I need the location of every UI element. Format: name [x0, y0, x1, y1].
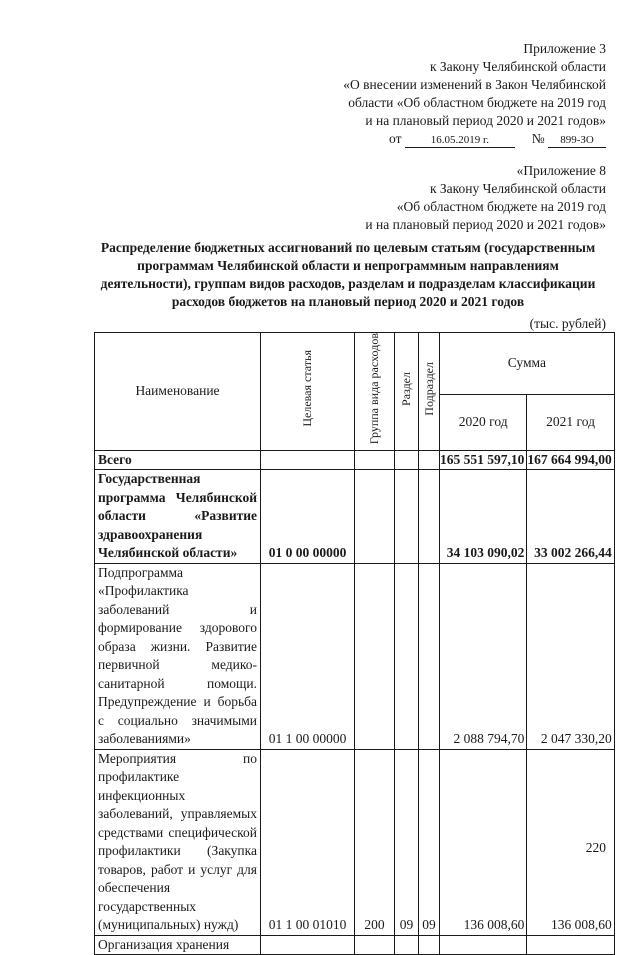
row-2021: 2 047 330,20: [527, 563, 614, 749]
header-line: и на плановый период 2020 и 2021 годов»: [365, 113, 606, 128]
row-code: [261, 450, 355, 470]
row-name: Государственная программа Челябинской области «Развитие здравоохранения Челябинской области»: [95, 470, 261, 564]
row-section: 09: [395, 749, 419, 935]
row-subsection: 09: [419, 749, 440, 935]
table-row: [95, 749, 615, 935]
row-group: [355, 450, 395, 470]
header-line: области «Об областном бюджете на 2019 год: [348, 95, 606, 110]
row-group: [355, 470, 395, 564]
row-section: [395, 935, 419, 955]
row-group: 200: [355, 749, 395, 935]
table-row: [95, 450, 615, 470]
header-section-text: Раздел: [399, 371, 413, 406]
table-row: [95, 470, 615, 564]
row-section: [395, 563, 419, 749]
law-date-number: [343, 130, 606, 148]
row-code: 01 1 00 00000: [261, 563, 355, 749]
row-group: [355, 563, 395, 749]
row-2021: 33 002 266,44: [527, 470, 614, 564]
row-2021: [527, 935, 614, 955]
row-group: [355, 935, 395, 955]
row-section: [395, 470, 419, 564]
page-number: 220: [585, 840, 606, 855]
row-2021: 167 664 994,00: [527, 450, 614, 470]
row-name: Организация хранения: [95, 935, 261, 955]
row-name: Подпрограмма «Профилактика заболеваний и формирование здорового образа жизни. Развитие первичной медико-санитарной помощи. Предупреждение и борьба с социально значимыми заболеваниями»: [95, 563, 261, 749]
row-code: [261, 935, 355, 955]
header-target: [261, 333, 355, 451]
law-number: 899-ЗО: [548, 133, 606, 148]
row-code: 01 0 00 00000: [261, 470, 355, 564]
from-label: от: [389, 131, 402, 146]
header-line: Приложение 3: [523, 41, 606, 56]
row-name: Мероприятия по профилактике инфекционных заболеваний, управляемых средствами специфической профилактики (Закупка товаров, работ и услуг для обеспечения государственных (муниципальных) нужд): [95, 749, 261, 935]
table-row: [95, 563, 615, 749]
header-subsection: [419, 333, 440, 451]
row-subsection: [419, 470, 440, 564]
header2-line: и на плановый период 2020 и 2021 годов»: [365, 217, 606, 232]
table-row: [95, 935, 615, 955]
row-2021: 136 008,60: [527, 749, 614, 935]
row-2020: 136 008,60: [440, 749, 527, 935]
row-code: 01 1 00 01010: [261, 749, 355, 935]
header-2020: 2020 год: [440, 394, 527, 450]
row-name: Всего: [95, 450, 261, 470]
appendix-header: [343, 40, 606, 148]
header-group: [355, 333, 395, 451]
header-sum: Сумма: [440, 333, 615, 395]
row-2020: 2 088 794,70: [440, 563, 527, 749]
header-group-text: Группа вида расходов: [367, 333, 381, 445]
header-section: [395, 333, 419, 451]
header-2021: 2021 год: [527, 394, 614, 450]
row-subsection: [419, 450, 440, 470]
header-line: «О внесении изменений в Закон Челябинской: [343, 77, 606, 92]
header2-line: «Об областном бюджете на 2019 год: [396, 199, 606, 214]
header-subsection-text: Подраздел: [421, 361, 436, 416]
document-title: Распределение бюджетных ассигнований по целевым статьям (государственным программам Челябинской области и непрограммным направлениям деятельности), группам видов расходов, разделам и подразделам классификации расходов бюджетов на плановый период 2020 и 2021 годов: [100, 240, 596, 309]
header2-line: «Приложение 8: [516, 163, 606, 178]
header-name: Наименование: [95, 333, 261, 451]
law-date: 16.05.2019 г.: [405, 133, 515, 148]
row-2020: [440, 935, 527, 955]
row-2020: 34 103 090,02: [440, 470, 527, 564]
budget-table: [94, 332, 615, 955]
row-subsection: [419, 563, 440, 749]
row-subsection: [419, 935, 440, 955]
row-2020: 165 551 597,10: [440, 450, 527, 470]
row-section: [395, 450, 419, 470]
number-label: №: [531, 131, 545, 146]
units-label: (тыс. рублей): [529, 316, 606, 331]
header-target-text: Целевая статья: [300, 350, 314, 427]
appendix-header-original: [365, 162, 606, 234]
header-line: к Закону Челябинской области: [429, 59, 606, 74]
header2-line: к Закону Челябинской области: [429, 181, 606, 196]
